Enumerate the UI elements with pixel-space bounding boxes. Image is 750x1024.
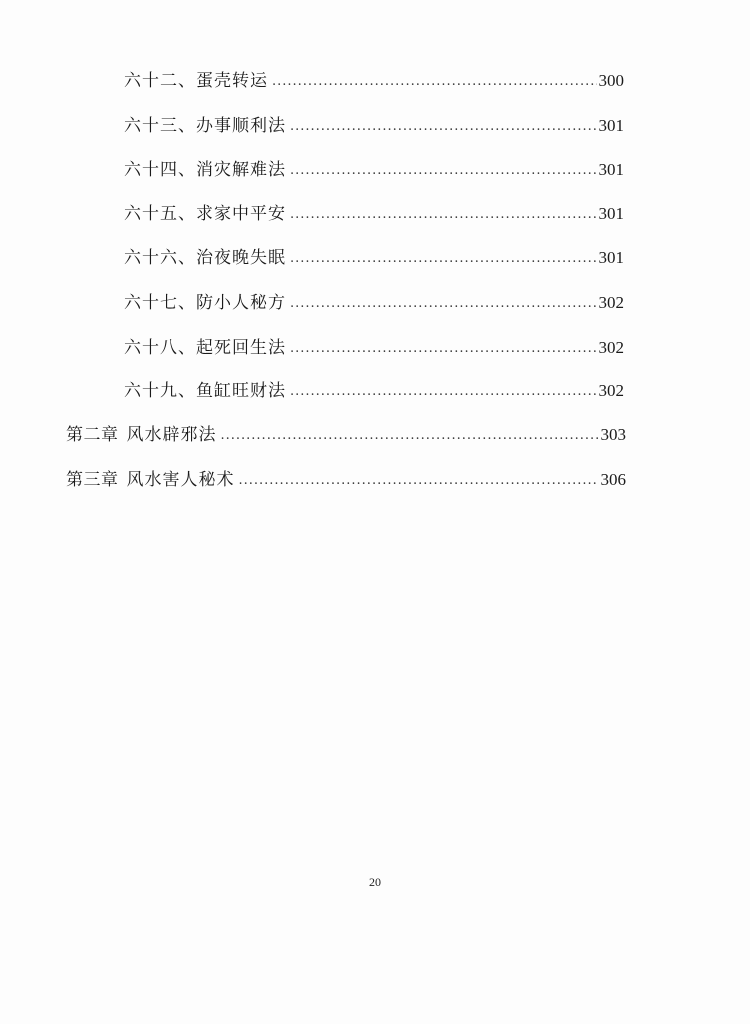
dot-leader bbox=[290, 377, 597, 407]
toc-entry bbox=[124, 376, 624, 406]
dot-leader bbox=[290, 200, 597, 230]
toc-page-number: 301 bbox=[598, 160, 624, 179]
toc-entry bbox=[124, 155, 624, 185]
chapter-number: 第三章 bbox=[66, 470, 119, 490]
toc-chapter-entry bbox=[66, 420, 626, 450]
toc-entry bbox=[124, 199, 624, 229]
toc-page-number: 303 bbox=[600, 425, 626, 444]
dot-leader bbox=[272, 67, 597, 97]
page-number-footer: 20 bbox=[369, 875, 381, 889]
dot-leader bbox=[290, 156, 597, 186]
toc-entry-label: 六十八、起死回生法 bbox=[124, 338, 286, 358]
toc-entry bbox=[124, 111, 624, 141]
chapter-title: 风水害人秘术 bbox=[126, 470, 235, 490]
toc-page-number: 301 bbox=[598, 116, 624, 135]
toc-entry-label: 六十九、鱼缸旺财法 bbox=[124, 381, 286, 401]
dot-leader bbox=[239, 466, 599, 496]
toc-page-number: 301 bbox=[598, 248, 624, 267]
dot-leader bbox=[290, 334, 597, 364]
dot-leader bbox=[290, 244, 597, 274]
chapter-number: 第二章 bbox=[66, 425, 119, 445]
toc-page-number: 301 bbox=[598, 204, 624, 223]
toc-entry-label: 六十五、求家中平安 bbox=[124, 204, 286, 224]
toc-page-number: 302 bbox=[598, 293, 624, 312]
toc-entry-label: 六十四、消灾解难法 bbox=[124, 160, 286, 180]
toc-page-number: 302 bbox=[598, 338, 624, 357]
toc-entry-label: 六十六、治夜晚失眠 bbox=[124, 248, 286, 268]
toc-page-number: 302 bbox=[598, 381, 624, 400]
chapter-title: 风水辟邪法 bbox=[126, 425, 217, 445]
toc-entry bbox=[124, 243, 624, 273]
toc-entry bbox=[124, 66, 624, 96]
dot-leader bbox=[221, 421, 599, 451]
toc-page-number: 300 bbox=[598, 71, 624, 90]
dot-leader bbox=[290, 289, 597, 319]
toc-entry bbox=[124, 333, 624, 363]
dot-leader bbox=[290, 112, 597, 142]
toc-chapter-entry bbox=[66, 465, 626, 495]
toc-page-number: 306 bbox=[600, 470, 626, 489]
toc-entry-label: 六十七、防小人秘方 bbox=[124, 293, 286, 313]
toc-entry-label: 六十三、办事顺利法 bbox=[124, 116, 286, 136]
toc-entry-label: 六十二、蛋壳转运 bbox=[124, 71, 268, 91]
toc-entry bbox=[124, 288, 624, 318]
